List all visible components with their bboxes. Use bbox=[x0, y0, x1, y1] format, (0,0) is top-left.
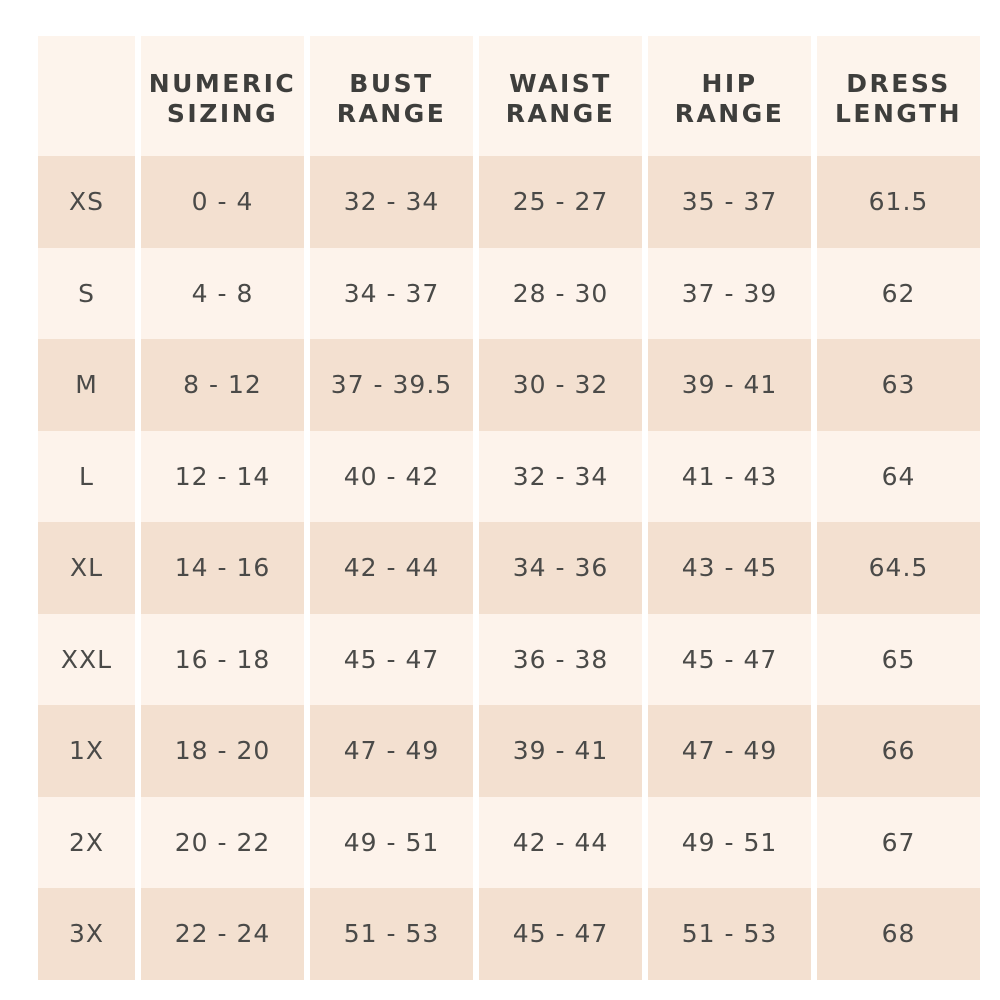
bust-range-cell: 45 - 47 bbox=[310, 614, 473, 706]
dress-length-cell: 62 bbox=[817, 248, 980, 340]
hip-range-cell: 39 - 41 bbox=[648, 339, 811, 431]
numeric-sizing-cell: 22 - 24 bbox=[141, 888, 304, 980]
size-label-cell: M bbox=[38, 339, 135, 431]
numeric-sizing-cell: 0 - 4 bbox=[141, 156, 304, 248]
header-line: BUST bbox=[349, 69, 434, 98]
dress-length-cell: 66 bbox=[817, 705, 980, 797]
size-label-cell: XS bbox=[38, 156, 135, 248]
dress-length-cell: 65 bbox=[817, 614, 980, 706]
hip-range-cell: 43 - 45 bbox=[648, 522, 811, 614]
dress-length-cell: 67 bbox=[817, 797, 980, 889]
header-line: LENGTH bbox=[835, 99, 962, 128]
size-chart-table bbox=[38, 36, 962, 986]
dress-length-cell: 64.5 bbox=[817, 522, 980, 614]
size-label-cell: 1X bbox=[38, 705, 135, 797]
bust-range-cell: 34 - 37 bbox=[310, 248, 473, 340]
waist-range-cell: 28 - 30 bbox=[479, 248, 642, 340]
size-label-cell: 2X bbox=[38, 797, 135, 889]
hip-range-cell: 41 - 43 bbox=[648, 431, 811, 523]
hip-range-cell: 35 - 37 bbox=[648, 156, 811, 248]
header-line: HIP bbox=[701, 69, 758, 98]
numeric-sizing-cell: 18 - 20 bbox=[141, 705, 304, 797]
dress-length-cell: 61.5 bbox=[817, 156, 980, 248]
bust-range-cell: 51 - 53 bbox=[310, 888, 473, 980]
numeric-sizing-cell: 14 - 16 bbox=[141, 522, 304, 614]
bust-range-cell: 47 - 49 bbox=[310, 705, 473, 797]
numeric-sizing-cell: 16 - 18 bbox=[141, 614, 304, 706]
header-numeric-sizing bbox=[141, 36, 304, 156]
numeric-sizing-cell: 4 - 8 bbox=[141, 248, 304, 340]
numeric-sizing-cell: 12 - 14 bbox=[141, 431, 304, 523]
bust-range-cell: 42 - 44 bbox=[310, 522, 473, 614]
waist-range-cell: 42 - 44 bbox=[479, 797, 642, 889]
waist-range-cell: 30 - 32 bbox=[479, 339, 642, 431]
waist-range-cell: 45 - 47 bbox=[479, 888, 642, 980]
size-label-cell: L bbox=[38, 431, 135, 523]
size-label-cell: S bbox=[38, 248, 135, 340]
header-line: SIZING bbox=[166, 99, 279, 128]
dress-length-cell: 63 bbox=[817, 339, 980, 431]
hip-range-cell: 37 - 39 bbox=[648, 248, 811, 340]
size-label-cell: XXL bbox=[38, 614, 135, 706]
dress-length-cell: 68 bbox=[817, 888, 980, 980]
numeric-sizing-cell: 20 - 22 bbox=[141, 797, 304, 889]
size-label-cell: XL bbox=[38, 522, 135, 614]
bust-range-cell: 32 - 34 bbox=[310, 156, 473, 248]
hip-range-cell: 51 - 53 bbox=[648, 888, 811, 980]
header-line: NUMERIC bbox=[148, 69, 297, 98]
size-label-cell: 3X bbox=[38, 888, 135, 980]
header-line: WAIST bbox=[509, 69, 612, 98]
bust-range-cell: 40 - 42 bbox=[310, 431, 473, 523]
hip-range-cell: 49 - 51 bbox=[648, 797, 811, 889]
dress-length-cell: 64 bbox=[817, 431, 980, 523]
waist-range-cell: 32 - 34 bbox=[479, 431, 642, 523]
waist-range-cell: 36 - 38 bbox=[479, 614, 642, 706]
header-bust-range bbox=[310, 36, 473, 156]
hip-range-cell: 47 - 49 bbox=[648, 705, 811, 797]
header-line: DRESS bbox=[846, 69, 951, 98]
numeric-sizing-cell: 8 - 12 bbox=[141, 339, 304, 431]
waist-range-cell: 25 - 27 bbox=[479, 156, 642, 248]
header-waist-range bbox=[479, 36, 642, 156]
header-line: RANGE bbox=[505, 99, 616, 128]
hip-range-cell: 45 - 47 bbox=[648, 614, 811, 706]
header-line: RANGE bbox=[674, 99, 785, 128]
waist-range-cell: 39 - 41 bbox=[479, 705, 642, 797]
bust-range-cell: 37 - 39.5 bbox=[310, 339, 473, 431]
header-dress-length bbox=[817, 36, 980, 156]
header-line: RANGE bbox=[336, 99, 447, 128]
header-hip-range bbox=[648, 36, 811, 156]
bust-range-cell: 49 - 51 bbox=[310, 797, 473, 889]
header-corner-cell bbox=[38, 36, 135, 156]
waist-range-cell: 34 - 36 bbox=[479, 522, 642, 614]
